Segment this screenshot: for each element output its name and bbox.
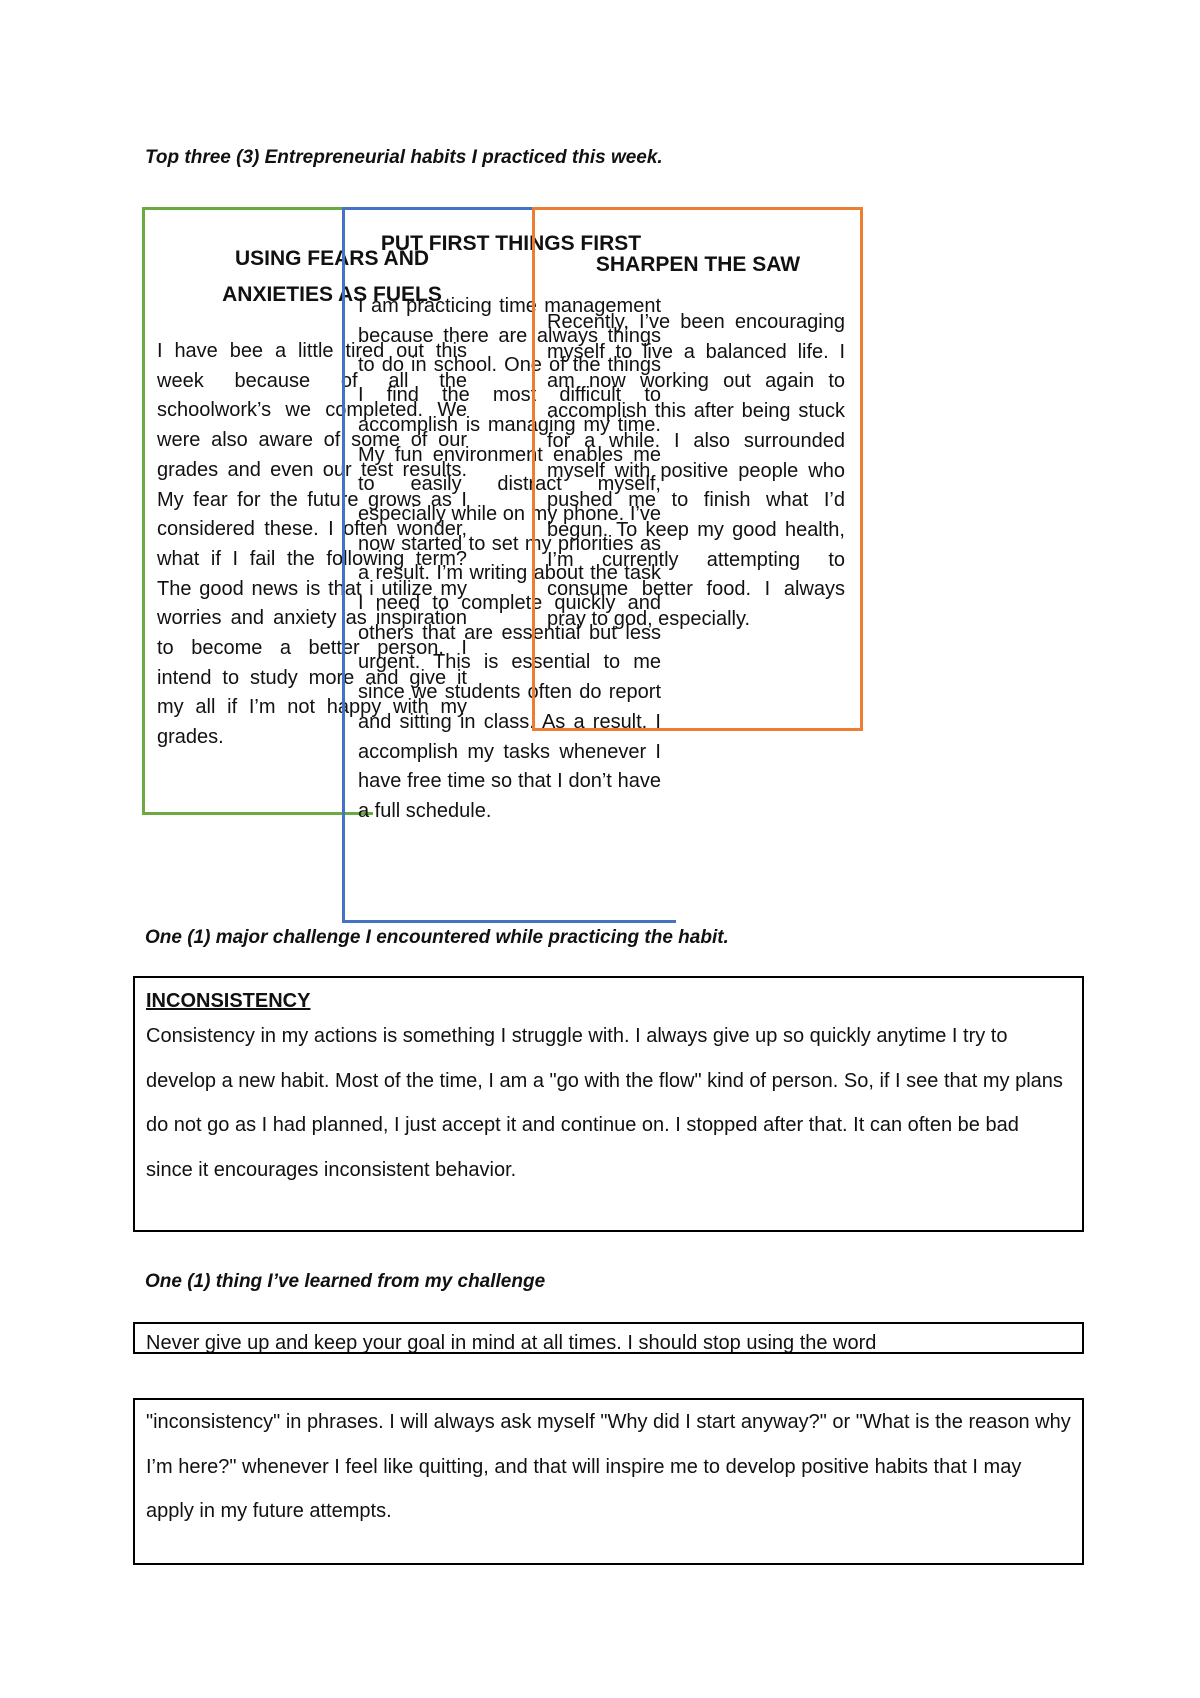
habit-title-fears: USING FEARS AND ANXIETIES AS FUELS xyxy=(222,247,442,306)
habit-body-sharpen-saw: Recently, I’ve been encouraging myself to live a balanced life. I am now working out again to accomplish this after being stuck for a while. I also surrounded myself with positive people who pushed me to finish what I’d begun. To keep my good health, I’m currently attempting to consume better food. I always pray to god, especially. xyxy=(547,311,845,631)
heading-learned: One (1) thing I’ve learned from my challenge xyxy=(145,1271,546,1292)
learned-line-1: Never give up and keep your goal in mind at all times. I should stop using the word xyxy=(146,1332,877,1354)
challenge-text: Consistency in my actions is something I struggle with. I always give up so quickly anytime I try to develop a new habit. Most of the time, I am a "go with the flow" kind of person. So, if I see that my plans do not go as I had planned, I just accept it and continue on. I stopped after that. It can often be bad since it encourages inconsistent behavior. xyxy=(146,1025,1063,1181)
challenge-title: INCONSISTENCY xyxy=(146,990,311,1012)
heading-top-three: Top three (3) Entrepreneurial habits I practiced this week. xyxy=(145,147,663,168)
heading-challenge: One (1) major challenge I encountered while practicing the habit. xyxy=(145,927,729,948)
habit-title-first-things: PUT FIRST THINGS FIRST xyxy=(380,232,642,255)
habit-title-sharpen-saw: SHARPEN THE SAW xyxy=(595,253,801,276)
habit-body-first-things: I am practicing time management because there are always things to do in school. One of the things I find the most difficult to accomplish is managing my time. My fun environment enables me to easily distract myself, especially while on my phone. I’ve now started to set my priorities as a result. I’m writing about the task I need to complete quickly and others that are essential but less urgent. This is essential to me since we students often do report and sitting in class. As a result, I accomplish my tasks whenever I have free time so that I don’t have a full schedule. xyxy=(358,295,661,822)
learned-box xyxy=(133,1398,1084,1565)
learned-text: "inconsistency" in phrases. I will always ask myself "Why did I start anyway?" or "What is the reason why I’m here?" whenever I feel like quitting, and that will inspire me to develop positive habits that I may apply in my future attempts. xyxy=(146,1411,1071,1522)
habit-body-fears: I have bee a little tired out this week because of all the schoolwork’s we completed. We were also aware of some of our grades and even our test results. My fear for the future grows as I considered these. I often wonder, what if I fail the following term? The good news is that i utilize my worries and anxiety as inspiration to become a better person. I intend to study more and give it my all if I’m not happy with my grades. xyxy=(157,340,467,749)
learned-box-top xyxy=(133,1322,1084,1354)
challenge-box xyxy=(133,976,1084,1232)
